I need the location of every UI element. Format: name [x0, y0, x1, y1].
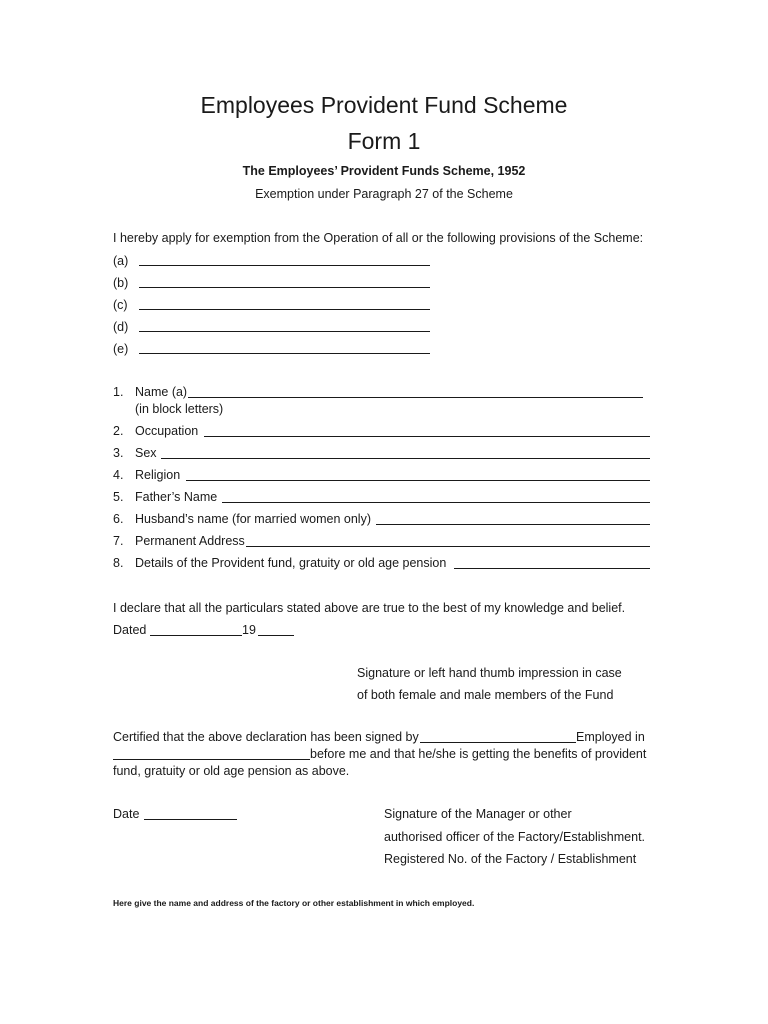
year-prefix: 19: [242, 623, 256, 637]
declaration-text: I declare that all the particulars stated above are true to the best of my knowledge and belief.: [113, 601, 626, 615]
field-number: 7.: [113, 534, 124, 548]
dated-field[interactable]: [150, 635, 242, 636]
field-label-husband: Husband’s name (for married women only): [135, 512, 371, 526]
field-label-occupation: Occupation: [135, 424, 199, 438]
date-field[interactable]: [144, 819, 237, 820]
date-label: Date: [113, 807, 140, 821]
provision-line[interactable]: [139, 309, 430, 310]
signed-by-field[interactable]: [420, 742, 576, 743]
field-label-name: Name (a): [135, 385, 188, 399]
provision-label: (e): [113, 342, 129, 356]
field-number: 2.: [113, 424, 124, 438]
year-field[interactable]: [258, 635, 294, 636]
provision-label: (c): [113, 298, 128, 312]
field-number: 1.: [113, 385, 124, 399]
provision-label: (b): [113, 276, 129, 290]
field-label-pf-details: Details of the Provident fund, gratuity or old age pension: [135, 556, 447, 570]
footnote: Here give the name and address of the factory or other establishment in which employed.: [113, 898, 475, 908]
application-intro: I hereby apply for exemption from the Operation of all or the following provisions of the Scheme:: [113, 231, 644, 245]
field-label-sex: Sex: [135, 446, 157, 460]
provision-line[interactable]: [139, 287, 430, 288]
provision-line[interactable]: [139, 265, 430, 266]
provision-line[interactable]: [139, 353, 430, 354]
manager-signature-line2: authorised officer of the Factory/Establishment.: [384, 830, 646, 844]
field-number: 4.: [113, 468, 124, 482]
field-number: 3.: [113, 446, 124, 460]
field-number: 5.: [113, 490, 124, 504]
provision-label: (d): [113, 320, 129, 334]
form-number: Form 1: [347, 128, 421, 154]
address-field[interactable]: [246, 546, 650, 547]
employed-in-field[interactable]: [113, 759, 310, 760]
scheme-name: The Employees’ Provident Funds Scheme, 1952: [242, 164, 526, 178]
certification-part1: Certified that the above declaration has been signed by: [113, 730, 419, 744]
form-title: Employees Provident Fund Scheme: [200, 92, 568, 118]
name-field[interactable]: [188, 397, 643, 398]
member-signature-line1: Signature or left hand thumb impression in case: [357, 666, 622, 680]
religion-field[interactable]: [186, 480, 650, 481]
field-label-address: Permanent Address: [135, 534, 245, 548]
member-signature-line2: of both female and male members of the Fund: [357, 688, 614, 702]
pf-details-field[interactable]: [454, 568, 650, 569]
provision-line[interactable]: [139, 331, 430, 332]
field-number: 6.: [113, 512, 124, 526]
manager-signature-line1: Signature of the Manager or other: [384, 807, 572, 821]
husband-name-field[interactable]: [376, 524, 650, 525]
registered-number-label: Registered No. of the Factory / Establishment: [384, 852, 637, 866]
certification-part3: before me and that he/she is getting the benefits of provident: [310, 747, 647, 761]
certification-part4: fund, gratuity or old age pension as above.: [113, 764, 350, 778]
sex-field[interactable]: [161, 458, 650, 459]
exemption-note: Exemption under Paragraph 27 of the Scheme: [255, 187, 513, 201]
field-sublabel: (in block letters): [135, 402, 224, 416]
certification-part2: Employed in: [576, 730, 645, 744]
field-label-father: Father’s Name: [135, 490, 218, 504]
field-label-religion: Religion: [135, 468, 181, 482]
occupation-field[interactable]: [204, 436, 650, 437]
field-number: 8.: [113, 556, 124, 570]
dated-label: Dated: [113, 623, 147, 637]
provision-label: (a): [113, 254, 129, 268]
father-name-field[interactable]: [222, 502, 650, 503]
